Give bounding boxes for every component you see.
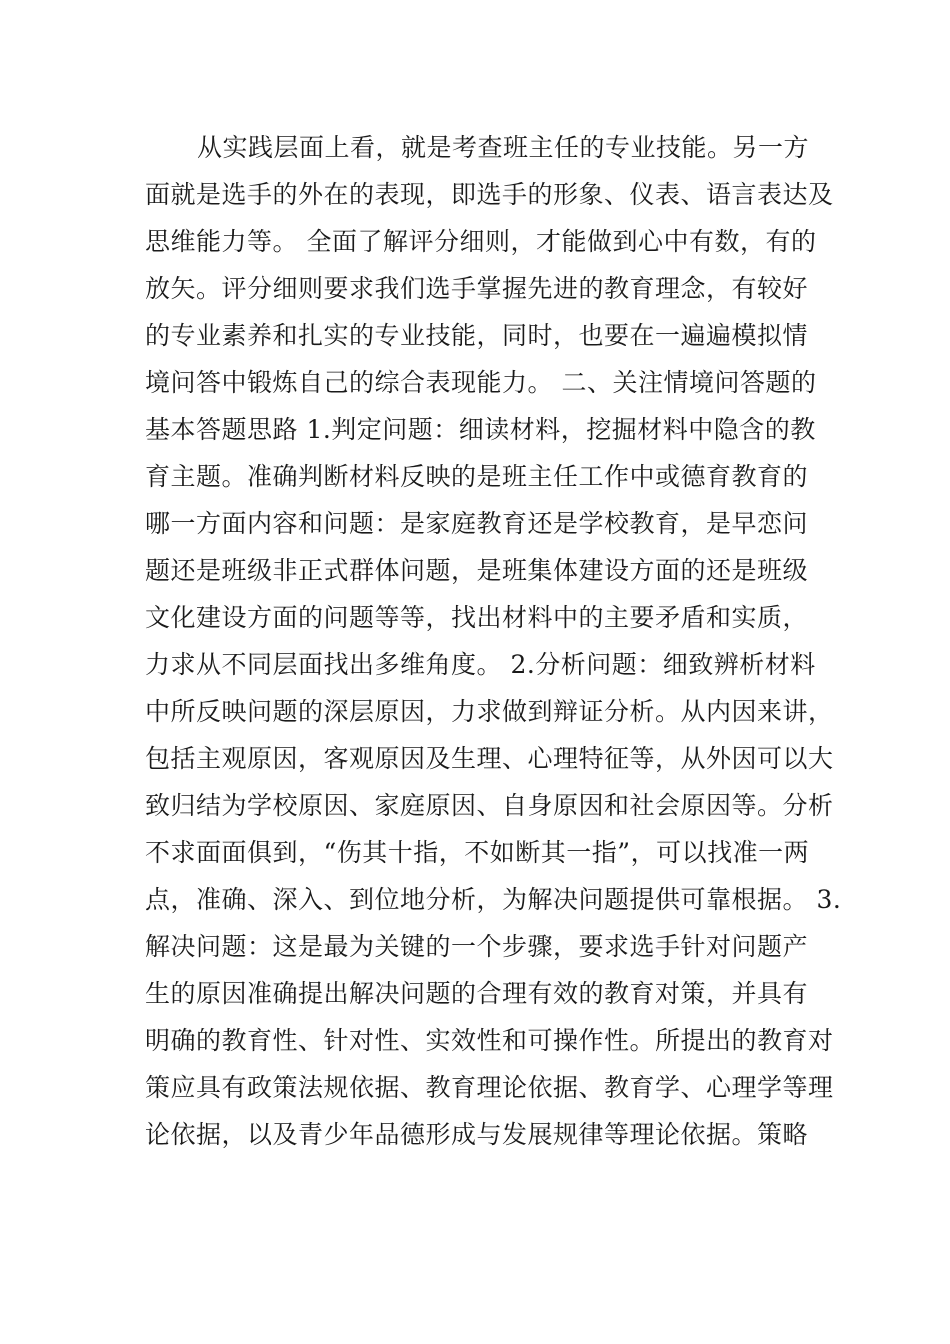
text-line: 哪一方面内容和问题：是家庭教育还是学校教育，是早恋问: [145, 509, 809, 538]
text-line: 放矢。评分细则要求我们选手掌握先进的教育理念，有较好: [145, 274, 809, 303]
text-line: 境问答中锻炼自己的综合表现能力。 二、关注情境问答题的: [145, 368, 817, 397]
text-line: 文化建设方面的问题等等，找出材料中的主要矛盾和实质，: [145, 603, 809, 632]
text-line: 生的原因准确提出解决问题的合理有效的教育对策，并具有: [145, 979, 809, 1008]
text-line: 不求面面俱到，“伤其十指，不如断其一指”，可以找准一两: [145, 838, 810, 867]
text-line: 面就是选手的外在的表现，即选手的形象、仪表、语言表达及: [145, 180, 834, 209]
text-line: 致归结为学校原因、家庭原因、自身原因和社会原因等。分析: [145, 791, 834, 820]
text-line: 点，准确、深入、到位地分析，为解决问题提供可靠根据。 3.: [145, 885, 842, 914]
text-line: 从实践层面上看，就是考查班主任的专业技能。另一方: [197, 133, 810, 162]
text-line: 解决问题：这是最为关键的一个步骤，要求选手针对问题产: [145, 932, 809, 961]
text-line: 思维能力等。 全面了解评分细则，才能做到心中有数，有的: [145, 227, 817, 256]
text-line: 题还是班级非正式群体问题，是班集体建设方面的还是班级: [145, 556, 809, 585]
text-line: 力求从不同层面找出多维角度。 2.分析问题：细致辨析材料: [145, 650, 816, 679]
text-line: 包括主观原因，客观原因及生理、心理特征等，从外因可以大: [145, 744, 834, 773]
text-line: 育主题。准确判断材料反映的是班主任工作中或德育教育的: [145, 462, 809, 491]
text-line: 论依据，以及青少年品德形成与发展规律等理论依据。策略: [145, 1120, 809, 1149]
text-line: 基本答题思路 1.判定问题：细读材料，挖掘材料中隐含的教: [145, 415, 816, 444]
text-line: 的专业素养和扎实的专业技能，同时，也要在一遍遍模拟情: [145, 321, 809, 350]
text-line: 明确的教育性、针对性、实效性和可操作性。所提出的教育对: [145, 1026, 834, 1055]
text-line: 策应具有政策法规依据、教育理论依据、教育学、心理学等理: [145, 1073, 834, 1102]
text-line: 中所反映问题的深层原因，力求做到辩证分析。从内因来讲，: [145, 697, 834, 726]
